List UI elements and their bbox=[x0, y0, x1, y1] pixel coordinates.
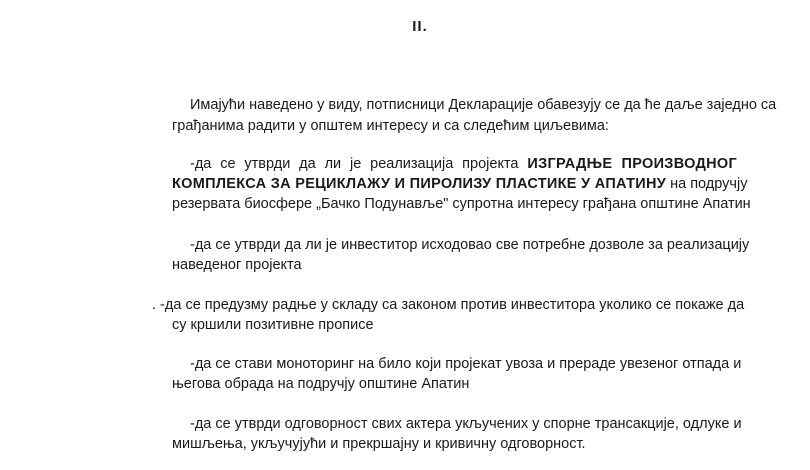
item-1-project-name-part-2: КОМПЛЕКСА ЗА РЕЦИКЛАЖУ И ПИРОЛИЗУ ПЛАСТИКЕ У АПАТИНУ bbox=[172, 176, 667, 192]
item-1-line-2 bbox=[172, 175, 748, 193]
item-4-line-1: -да се стави моноторинг на било који пројекат увоза и прераде увезеног отпада и bbox=[190, 356, 742, 372]
item-2-line-2: наведеног пројекта bbox=[172, 257, 302, 273]
item-1-project-name-part-1: ИЗГРАДЊЕ ПРОИЗВОДНОГ bbox=[527, 156, 737, 172]
section-heading: II. bbox=[412, 18, 428, 35]
item-1-line-1 bbox=[190, 155, 737, 173]
item-5-line-2: мишљења, укључујући и прекршајну и кривичну одговорност. bbox=[172, 436, 586, 452]
item-1-prefix: -да се утврди да ли је реализација пројекта bbox=[190, 156, 519, 172]
intro-line-2: грађанима радити у општем интересу и са следећим циљевима: bbox=[172, 118, 609, 134]
item-1-suffix: на подручју bbox=[670, 176, 748, 192]
intro-line-1: Имајући наведено у виду, потписници Декларације обавезују се да ће даље заједно са bbox=[190, 97, 777, 113]
item-2-line-1: -да се утврди да ли је инвеститор исходовао све потребне дозволе за реализацију bbox=[190, 237, 750, 253]
item-5-line-1: -да се утврди одговорност свих актера укључених у спорне трансакције, одлуке и bbox=[190, 416, 742, 432]
item-4-line-2: његова обрада на подручју општине Апатин bbox=[172, 376, 470, 392]
item-1-line-3: резервата биосфере „Бачко Подунавље" супротна интересу грађана општине Апатин bbox=[172, 196, 751, 212]
item-3-line-1: . -да се предузму радње у складу са законом против инвеститора уколико се покаже да bbox=[152, 297, 745, 313]
item-3-line-2: су кршили позитивне прописе bbox=[172, 317, 374, 333]
